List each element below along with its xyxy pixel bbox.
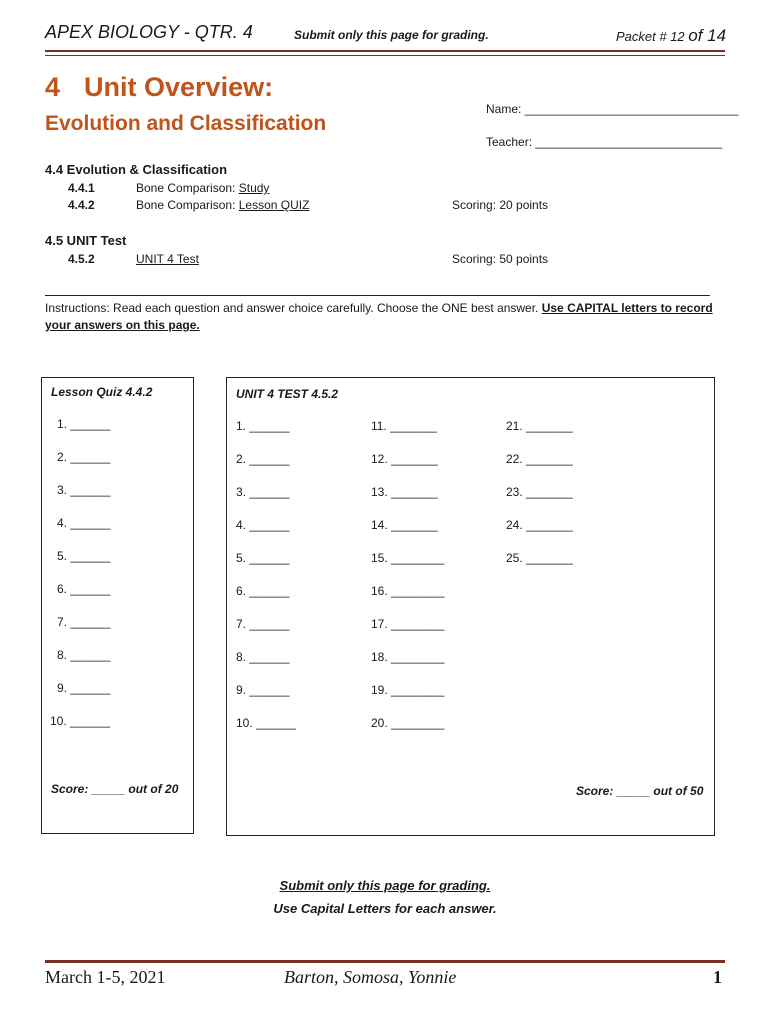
answer-blank[interactable]: 8. ______ <box>236 650 290 664</box>
page-title <box>45 72 273 103</box>
lesson-quiz-box <box>41 377 194 834</box>
lesson-code: 4.4.2 <box>68 198 95 212</box>
instructions-text: Instructions: Read each question and answer choice carefully. Choose the ONE best answer. <box>45 301 542 315</box>
answer-blank[interactable]: 3. ______ <box>236 485 290 499</box>
answer-blank[interactable]: 6. ______ <box>57 582 111 596</box>
answer-blank[interactable]: 1. ______ <box>236 419 290 433</box>
answer-blank[interactable]: 1. ______ <box>57 417 111 431</box>
answer-blank[interactable]: 10. ______ <box>236 716 297 730</box>
answer-blank[interactable]: 17. ________ <box>371 617 445 631</box>
name-field[interactable]: Name: ________________________________ <box>486 102 739 116</box>
footer-capital-note: Use Capital Letters for each answer. <box>273 901 497 916</box>
section-heading-4-5: 4.5 UNIT Test <box>45 233 127 248</box>
lesson-code: 4.4.1 <box>68 181 95 195</box>
packet-prefix: Packet # 12 <box>616 29 689 44</box>
test-score[interactable]: Score: _____ out of 50 <box>576 784 704 798</box>
section-heading-4-4: 4.4 Evolution & Classification <box>45 162 228 177</box>
page-subtitle: Evolution and Classification <box>45 112 327 135</box>
footer-date: March 1-5, 2021 <box>45 967 166 987</box>
footer-authors: Barton, Somosa, Yonnie <box>284 967 457 987</box>
answer-blank[interactable]: 3. ______ <box>57 483 111 497</box>
answer-blank[interactable]: 24. _______ <box>506 518 573 532</box>
lesson-row <box>68 181 269 195</box>
lesson-row <box>68 252 199 266</box>
scoring-label: Scoring: 50 points <box>452 252 549 266</box>
answer-blank[interactable]: 21. _______ <box>506 419 573 433</box>
lesson-prefix: Bone Comparison: <box>136 181 239 195</box>
unit-title: Unit Overview: <box>84 72 274 102</box>
answer-blank[interactable]: 4. ______ <box>57 516 111 530</box>
course-title: APEX BIOLOGY - QTR. 4 <box>45 22 253 42</box>
answer-blank[interactable]: 22. _______ <box>506 452 573 466</box>
unit-number: 4 <box>45 72 61 102</box>
answer-blank[interactable]: 6. ______ <box>236 584 290 598</box>
instructions-emphasis: Use CAPITAL letters to record your answers on this page. <box>45 301 713 332</box>
answer-blank[interactable]: 25. _______ <box>506 551 573 565</box>
footer-rule <box>45 960 725 963</box>
answer-blank[interactable]: 2. ______ <box>236 452 290 466</box>
answer-blank[interactable]: 13. _______ <box>371 485 438 499</box>
answer-blank[interactable]: 11. _______ <box>371 419 437 433</box>
scoring-label: Scoring: 20 points <box>452 198 549 212</box>
answer-blank[interactable]: 7. ______ <box>57 615 111 629</box>
answer-blank[interactable]: 16. ________ <box>371 584 445 598</box>
answer-blank[interactable]: 9. ______ <box>57 681 111 695</box>
answer-blank[interactable]: 14. _______ <box>371 518 438 532</box>
header-rule-thin <box>45 55 725 56</box>
answer-blank[interactable]: 18. ________ <box>371 650 445 664</box>
lesson-link[interactable]: Lesson QUIZ <box>238 198 310 212</box>
answer-blank[interactable]: 5. ______ <box>57 549 111 563</box>
lesson-code: 4.5.2 <box>68 252 95 266</box>
packet-suffix: of 14 <box>688 26 727 45</box>
answer-blank[interactable]: 12. _______ <box>371 452 438 466</box>
teacher-field[interactable]: Teacher: ____________________________ <box>486 135 723 149</box>
page-number: 1 <box>713 967 722 987</box>
answer-blank[interactable]: 23. _______ <box>506 485 573 499</box>
footer-submit-note: Submit only this page for grading. <box>279 878 491 893</box>
packet-number <box>616 26 726 46</box>
answer-blank[interactable]: 2. ______ <box>57 450 111 464</box>
lesson-row <box>68 198 309 212</box>
answer-blank[interactable]: 9. ______ <box>236 683 290 697</box>
answer-blank[interactable]: 4. ______ <box>236 518 290 532</box>
submit-note: Submit only this page for grading. <box>294 28 489 42</box>
answer-blank[interactable]: 15. ________ <box>371 551 445 565</box>
quiz-title: Lesson Quiz 4.4.2 <box>51 385 153 399</box>
answer-blank[interactable]: 10. ______ <box>50 714 111 728</box>
answer-blank[interactable]: 19. ________ <box>371 683 445 697</box>
quiz-score[interactable]: Score: _____ out of 20 <box>51 782 179 796</box>
lesson-link[interactable]: UNIT 4 Test <box>136 252 199 266</box>
answer-blank[interactable]: 5. ______ <box>236 551 290 565</box>
answer-blank[interactable]: 8. ______ <box>57 648 111 662</box>
answer-blank[interactable]: 20. ________ <box>371 716 445 730</box>
instructions-rule <box>45 295 710 296</box>
lesson-prefix: Bone Comparison: <box>136 198 239 212</box>
header-rule <box>45 50 725 52</box>
answer-blank[interactable]: 7. ______ <box>236 617 290 631</box>
instructions <box>45 300 725 334</box>
lesson-link[interactable]: Study <box>238 181 270 195</box>
test-title: UNIT 4 TEST 4.5.2 <box>236 387 339 401</box>
unit-test-box <box>226 377 715 836</box>
